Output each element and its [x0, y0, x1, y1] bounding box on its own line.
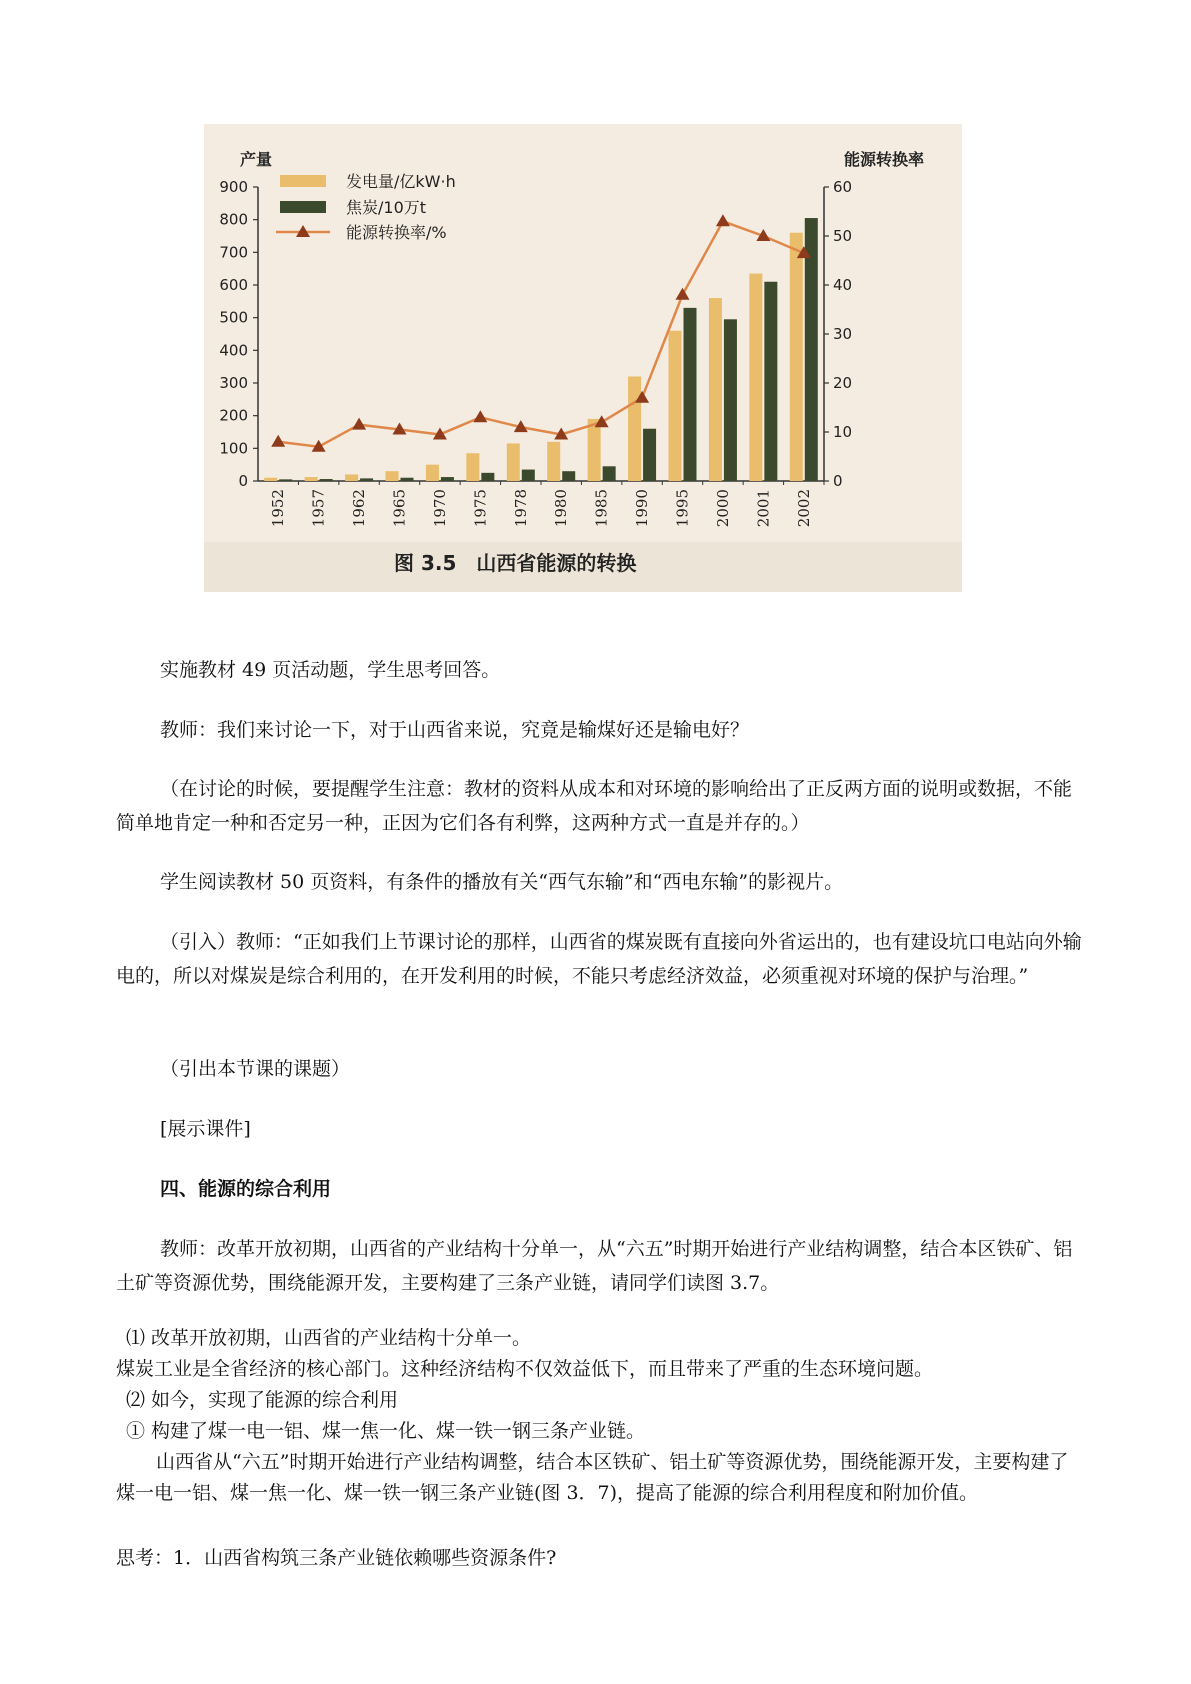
bar-coke-output — [684, 308, 697, 481]
section-heading: 四、能源的综合利用 — [160, 1178, 332, 1200]
bar-coke-output — [320, 479, 333, 481]
bar-coke-output — [724, 319, 737, 481]
legend-label-rate: 能源转换率/% — [346, 223, 447, 242]
y-left-tick-label: 900 — [219, 178, 248, 196]
x-tick-label: 1985 — [592, 489, 611, 528]
x-tick-label: 1990 — [633, 489, 652, 528]
bar-coke-output — [481, 473, 494, 481]
marker-conversion-rate — [473, 410, 487, 422]
bar-coke-output — [562, 471, 575, 481]
bar-power-generation — [386, 471, 399, 481]
energy-conversion-figure — [204, 124, 962, 592]
x-tick-label: 2002 — [794, 489, 813, 528]
y-right-tick-label: 10 — [833, 423, 853, 441]
bar-power-generation — [588, 419, 601, 481]
bar-power-generation — [426, 465, 439, 481]
bar-coke-output — [603, 466, 616, 481]
legend-label-coke: 焦炭/10万t — [346, 198, 427, 217]
paragraph-coal-industry: 煤炭工业是全省经济的核心部门。这种经济结构不仅效益低下，而且带来了严重的生态环境问题。 — [116, 1358, 934, 1380]
paragraph-teacher-question: 教师：我们来讨论一下，对于山西省来说，究竟是输煤好还是输电好？ — [160, 719, 750, 741]
x-tick-label: 1957 — [309, 489, 328, 528]
legend-swatch-coke — [280, 201, 326, 213]
y-left-tick-label: 600 — [219, 276, 248, 294]
list-item-2: ⑵ 如今，实现了能源的综合利用 — [126, 1389, 399, 1411]
bar-coke-output — [764, 282, 777, 481]
paragraph-discussion-note: （在讨论的时候，要提醒学生注意：教材的资料从成本和对环境的影响给出了正反两方面的说明或数据，不能简单地肯定一种和否定另一种，正因为它们各有利弊，这两种方式一直是并存的。） — [116, 778, 1073, 834]
x-tick-label: 2000 — [713, 489, 732, 528]
y-left-tick-label: 0 — [238, 472, 248, 490]
energy-conversion-chart — [204, 124, 962, 592]
y-left-axis-label: 产量 — [240, 150, 273, 169]
y-left-tick-label: 300 — [219, 374, 248, 392]
bar-power-generation — [628, 376, 641, 481]
x-tick-label: 1978 — [511, 489, 530, 528]
x-tick-label: 1965 — [390, 489, 409, 528]
x-tick-label: 1970 — [430, 489, 449, 528]
bar-power-generation — [264, 478, 277, 481]
x-tick-label: 1995 — [673, 489, 692, 528]
x-tick-label: 1980 — [552, 489, 571, 528]
paragraph-industrial-structure: 教师：改革开放初期，山西省的产业结构十分单一，从“六五”时期开始进行产业结构调整，结合本区铁矿、铝土矿等资源优势，围绕能源开发，主要构建了三条产业链，请同学们读图 3.7。 — [116, 1238, 1073, 1294]
y-left-tick-label: 800 — [219, 210, 248, 229]
bar-power-generation — [305, 477, 318, 481]
figure-caption: 图 3.5 山西省能源的转换 — [394, 551, 637, 575]
paragraph-student-reading: 学生阅读教材 50 页资料，有条件的播放有关“西气东输”和“西电东输”的影视片。 — [160, 871, 844, 893]
x-tick-label: 2001 — [754, 489, 773, 528]
y-left-tick-label: 100 — [219, 439, 248, 458]
y-right-tick-label: 60 — [833, 178, 853, 196]
marker-conversion-rate — [271, 435, 285, 447]
legend-label-power: 发电量/亿kW·h — [346, 172, 456, 191]
paragraph-industry-chains: 山西省从“六五”时期开始进行产业结构调整，结合本区铁矿、铝土矿等资源优势，围绕能源开发，主要构建了煤一电一铝、煤一焦一化、煤一铁一钢三条产业链(图 3．7)，提高了能源的综合利用程度和附加价值。 — [116, 1451, 1069, 1504]
y-right-tick-label: 30 — [833, 325, 853, 343]
paragraph-think-question: 思考：1．山西省构筑三条产业链依赖哪些资源条件? — [116, 1547, 557, 1569]
x-tick-label: 1975 — [471, 489, 490, 528]
bar-power-generation — [547, 442, 560, 481]
bar-power-generation — [345, 474, 358, 481]
y-left-tick-label: 500 — [219, 308, 248, 327]
bar-power-generation — [790, 233, 803, 481]
paragraph-introduction: （引入）教师：“正如我们上节课讨论的那样，山西省的煤炭既有直接向外省运出的，也有建设坑口电站向外输电的，所以对煤炭是综合利用的，在开发利用的时候，不能只考虑经济效益，必须重视对环境的保护与治理。” — [116, 931, 1082, 987]
bar-power-generation — [749, 274, 762, 481]
marker-conversion-rate — [716, 214, 730, 226]
y-right-axis-label: 能源转换率 — [843, 150, 925, 169]
y-right-tick-label: 40 — [833, 276, 853, 294]
paragraph-topic-lead: （引出本节课的课题） — [160, 1058, 351, 1080]
bar-power-generation — [709, 298, 722, 481]
list-item-circled-1: ① 构建了煤一电一铝、煤一焦一化、煤一铁一钢三条产业链。 — [126, 1420, 646, 1442]
list-item-1: ⑴ 改革开放初期，山西省的产业结构十分单一。 — [126, 1327, 532, 1349]
marker-conversion-rate — [676, 288, 690, 300]
bar-coke-output — [441, 477, 454, 481]
y-right-tick-label: 20 — [833, 374, 853, 392]
paragraph-activity: 实施教材 49 页活动题，学生思考回答。 — [160, 659, 501, 681]
bar-power-generation — [507, 443, 520, 481]
y-right-tick-label: 50 — [833, 227, 853, 245]
marker-conversion-rate — [352, 418, 366, 430]
y-left-tick-label: 700 — [219, 243, 248, 262]
x-tick-label: 1952 — [269, 489, 288, 528]
bar-power-generation — [669, 331, 682, 481]
y-left-tick-label: 200 — [219, 406, 248, 425]
legend-swatch-power — [280, 175, 326, 187]
bar-coke-output — [360, 478, 373, 481]
bar-coke-output — [401, 478, 414, 481]
bar-power-generation — [466, 453, 479, 481]
paragraph-courseware: [展示课件] — [160, 1118, 251, 1140]
bar-coke-output — [643, 429, 656, 481]
bar-coke-output — [522, 470, 535, 481]
x-tick-label: 1962 — [350, 489, 369, 528]
bar-coke-output — [279, 479, 292, 481]
y-left-tick-label: 400 — [219, 341, 248, 360]
y-right-tick-label: 0 — [833, 472, 843, 490]
